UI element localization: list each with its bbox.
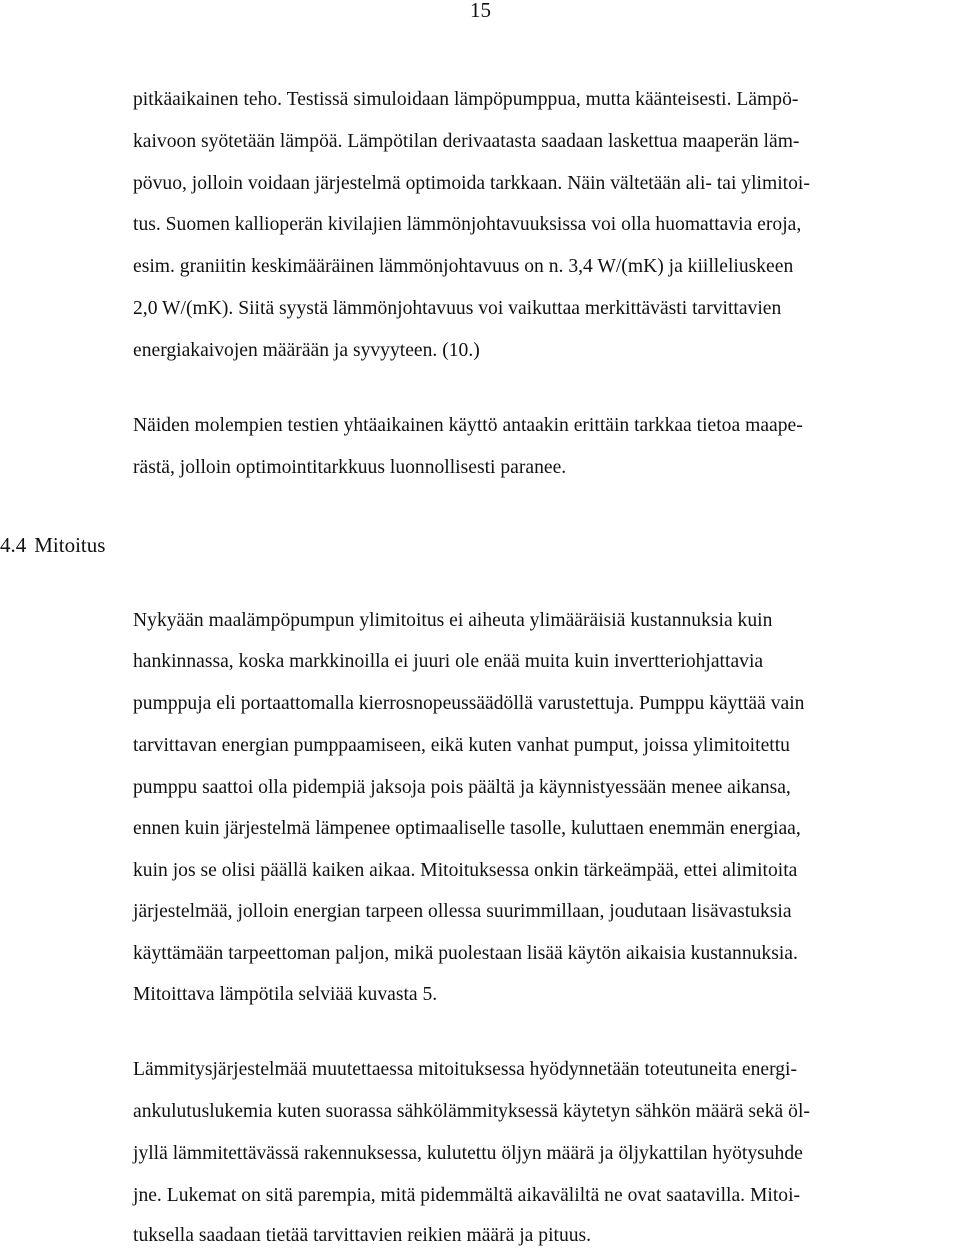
text-line: hankinnassa, koska markkinoilla ei juuri ole enää muita kuin invertteriohjattavia (133, 651, 764, 672)
text-line: ankulutuslukemia kuten suorassa sähkölämmityksessä käytetyn sähkön määrä sekä öl- (133, 1101, 810, 1122)
text-line: Lämmitysjärjestelmää muutettaessa mitoituksessa hyödynnetään toteutuneita energi- (133, 1059, 798, 1080)
text-line: pumppu saattoi olla pidempiä jaksoja pois päältä ja käynnistyessään menee aikansa, (133, 777, 791, 798)
text-line: Nykyään maalämpöpumpun ylimitoitus ei aiheuta ylimääräisiä kustannuksia kuin (133, 610, 773, 631)
text-line: rästä, jolloin optimointitarkkuus luonnollisesti paranee. (133, 457, 567, 478)
text-line: jne. Lukemat on sitä parempia, mitä pidemmältä aikaväliltä ne ovat saatavilla. Mitoi- (133, 1185, 801, 1206)
text-line: energiakaivojen määrään ja syvyyteen. (10.) (133, 340, 480, 361)
text-line: Mitoittava lämpötila selviää kuvasta 5. (133, 984, 438, 1005)
text-line: jyllä lämmitettävässä rakennuksessa, kulutettu öljyn määrä ja öljykattilan hyötysuhde (133, 1143, 803, 1164)
page-number: 15 (470, 0, 491, 22)
text-line: pövuo, jolloin voidaan järjestelmä optimoida tarkkaan. Näin vältetään ali- tai ylimitoi- (133, 173, 810, 194)
text-line: käyttämään tarpeettoman paljon, mikä puolestaan lisää käytön aikaisia kustannuksia. (133, 943, 798, 964)
text-line: tarvittavan energian pumppaamiseen, eikä kuten vanhat pumput, joissa ylimitoitettu (133, 735, 790, 756)
section-title: Mitoitus (34, 533, 106, 557)
section-heading (0, 533, 105, 557)
section-number: 4.4 (0, 533, 27, 557)
text-line: kuin jos se olisi päällä kaiken aikaa. Mitoituksessa onkin tärkeämpää, ettei alimitoita (133, 860, 798, 881)
text-line: järjestelmää, jolloin energian tarpeen ollessa suurimmillaan, joudutaan lisävastuksia (133, 901, 792, 922)
text-line: 2,0 W/(mK). Siitä syystä lämmönjohtavuus voi vaikuttaa merkittävästi tarvittavien (133, 298, 782, 319)
text-line: tus. Suomen kallioperän kivilajien lämmönjohtavuuksissa voi olla huomattavia eroja, (133, 214, 802, 235)
text-line: kaivoon syötetään lämpöä. Lämpötilan derivaatasta saadaan laskettua maaperän läm- (133, 131, 800, 152)
text-line: tuksella saadaan tietää tarvittavien reikien määrä ja pituus. (133, 1225, 592, 1246)
text-line: pumppuja eli portaattomalla kierrosnopeussäädöllä varustettuja. Pumppu käyttää vain (133, 693, 805, 714)
text-line: pitkäaikainen teho. Testissä simuloidaan lämpöpumppua, mutta käänteisesti. Lämpö- (133, 89, 799, 110)
text-line: ennen kuin järjestelmä lämpenee optimaaliselle tasolle, kuluttaen enemmän energiaa, (133, 818, 801, 839)
text-line: Näiden molempien testien yhtäaikainen käyttö antaakin erittäin tarkkaa tietoa maape- (133, 415, 803, 436)
text-line: esim. graniitin keskimääräinen lämmönjohtavuus on n. 3,4 W/(mK) ja kiilleliuskeen (133, 256, 794, 277)
